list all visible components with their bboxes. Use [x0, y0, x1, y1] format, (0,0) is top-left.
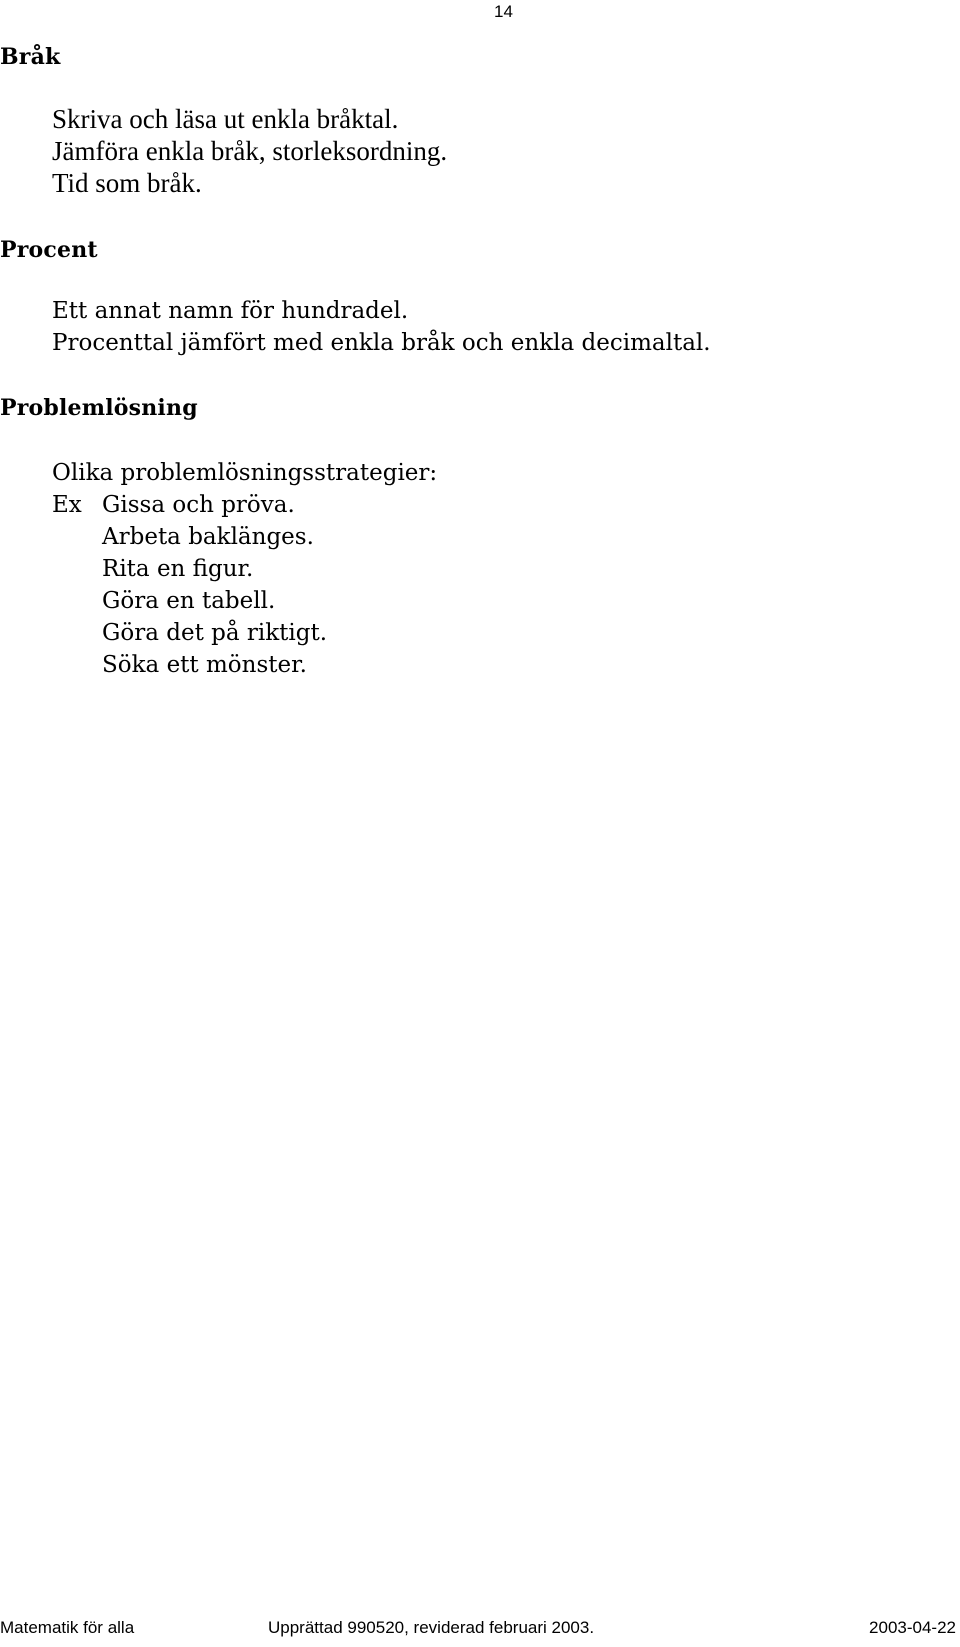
procent-list: [52, 295, 711, 359]
footer-center: Upprättad 990520, reviderad februari 2003.: [268, 1618, 595, 1637]
footer-left: Matematik för alla: [0, 1618, 135, 1637]
strategy-row: [52, 489, 437, 521]
strategy-item: Söka ett mönster.: [102, 652, 307, 678]
brak-line: Jämföra enkla bråk, storleksordning.: [52, 136, 448, 166]
section-heading-problemlosning: Problemlösning: [0, 395, 198, 421]
footer-right: 2003-04-22: [869, 1618, 956, 1637]
strategy-item: Arbeta baklänges.: [102, 524, 314, 550]
strategy-item: Gissa och pröva.: [102, 492, 295, 518]
problemlosning-intro: Olika problemlösningsstrategier:: [52, 460, 438, 486]
strategy-item: Göra det på riktigt.: [102, 620, 328, 646]
brak-list: [52, 103, 447, 199]
brak-line: Skriva och läsa ut enkla bråktal.: [52, 104, 399, 134]
page-number: 14: [494, 2, 513, 21]
procent-line: Procenttal jämfört med enkla bråk och enkla decimaltal.: [52, 330, 711, 356]
section-heading-procent: Procent: [0, 237, 98, 263]
procent-line: Ett annat namn för hundradel.: [52, 298, 409, 324]
ex-label: Ex: [52, 492, 82, 518]
strategy-item: Rita en figur.: [102, 556, 254, 582]
section-heading-brak: Bråk: [0, 44, 61, 70]
strategy-item: Göra en tabell.: [102, 588, 276, 614]
brak-line: Tid som bråk.: [52, 168, 202, 198]
problemlosning-list: [52, 457, 437, 681]
